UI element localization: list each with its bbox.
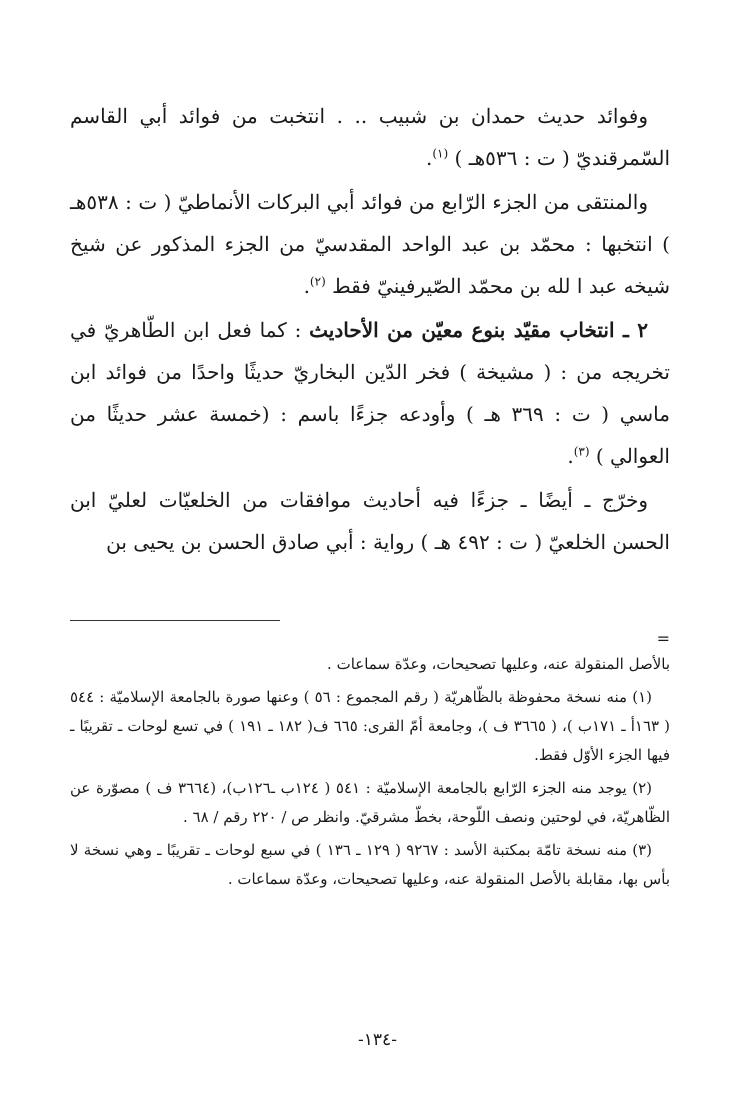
footnote-ref: (١) [432,146,449,161]
footnote-continuation-mark: = [656,629,670,648]
paragraph-4 [70,479,670,563]
footnote-2: (٢) يوجد منه الجزء الرّابع بالجامعة الإسلاميّة : ٥٤١ ( ١٢٤ب ـ١٢٦ب)، (٣٦٦٤ ف ) مصوّرة عن الظّاهريّة، في لوحتين ونصف اللّوحة، بخطّ مشرقيّ. وانظر ص / ٢٢٠ رقم / ٦٨ . [70,779,670,826]
paragraph-end: . [567,444,574,468]
paragraph-text: وخرّج ـ أيضًا ـ جزءًا فيه أحاديث موافقات من الخلعيّات لعليّ ابن الحسن الخلعيّ ( ت : ٤٩٢ هـ ) رواية : أبي صادق الحسن بن يحيى بن [70,488,670,554]
page-number: -١٣٤- [358,1030,397,1050]
footnote-3: (٣) منه نسخة تامّة بمكتبة الأسد : ٩٢٦٧ ( ١٢٩ ـ ١٣٦ ) في سبع لوحات ـ تقريبًا ـ وهي نسخة لا بأس بها، مقابلة بالأصل المنقولة عنه، وعليها تصحيحات، وعدّة سماعات . [70,841,670,888]
paragraph-end: . [426,146,433,170]
paragraph-text: : كما فعل ابن الطّاهريّ في تخريجه من : ( مشيخة ) فخر الدّين البخاريّ حديثًا واحدًا من فوائد ابن ماسي ( ت : ٣٦٩ هـ ) وأودعه جزءًا باسم : (خمسة عشر حديثًا من العوالي ) [70,318,671,468]
footnote-divider [70,620,280,621]
paragraph-text: والمنتقى من الجزء الرّابع من فوائد أبي البركات الأنماطيّ ( ت : ٥٣٨هـ ) انتخبها : محمّد بن عبد الواحد المقدسيّ من الجزء المذكور عن شيخ شيخه عبد ا لله بن محمّد الصّيرفينيّ فقط [70,190,670,298]
main-text [70,95,670,565]
paragraph-text: وفوائد حديث حمدان بن شبيب .. . انتخبت من فوائد أبي القاسم السّمرقنديّ ( ت : ٥٣٦هـ ) [70,104,670,170]
paragraph-end: . [303,274,310,298]
section-heading: ٢ ـ انتخاب مقيّد بنوع معيّن من الأحاديث [309,318,648,342]
footnote-ref: (٣) [573,444,590,459]
paragraph-2 [70,181,670,307]
footnote-ref: (٢) [309,274,326,289]
paragraph-1 [70,95,670,179]
footnote-continuation: بالأصل المنقولة عنه، وعليها تصحيحات، وعدّة سماعات . [327,655,670,673]
footnotes [70,628,670,898]
paragraph-3 [70,309,670,477]
footnote-1: (١) منه نسخة محفوظة بالظّاهريّة ( رقم المجموع : ٥٦ ) وعنها صورة بالجامعة الإسلاميّة : ٥٤٤ ( ١٦٣أ ـ ١٧١ب )، ( ٣٦٦٥ ف )، وجامعة أمّ القرى: ٦٦٥ ف( ١٨٢ ـ ١٩١ ) في تسع لوحات ـ تقريبًا ـ فيها الجزء الأوّل فقط. [70,688,671,764]
